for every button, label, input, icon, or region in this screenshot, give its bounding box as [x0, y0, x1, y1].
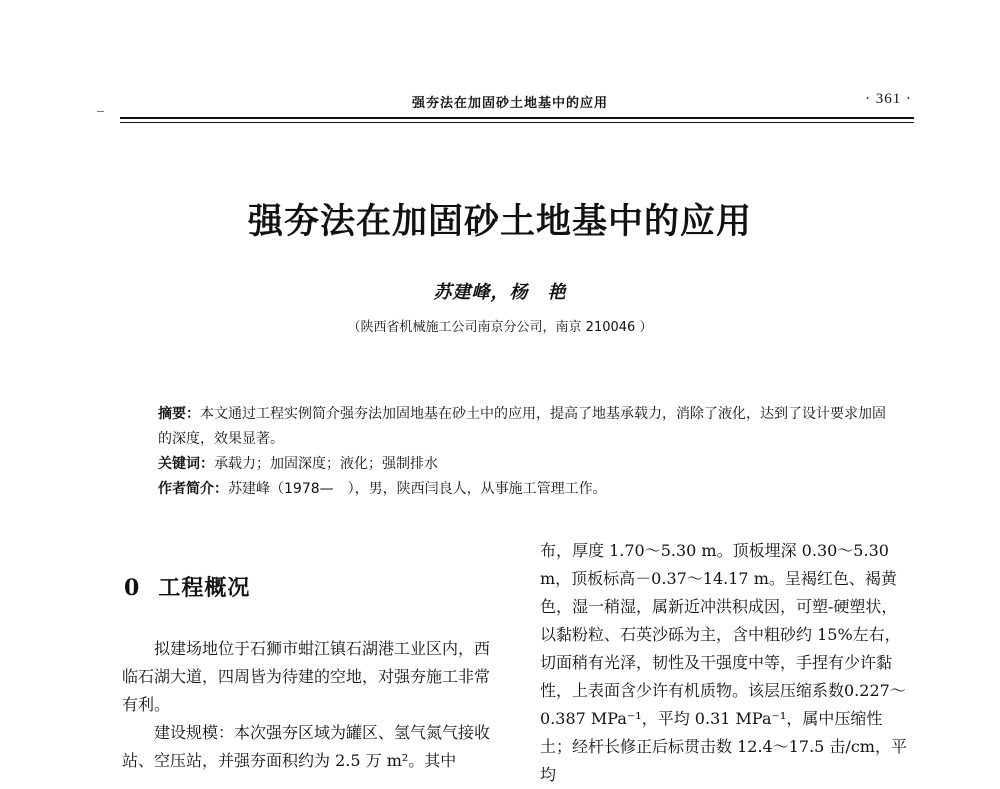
abstract: [158, 402, 898, 452]
keywords-text: 承载力；加固深度；液化；强制排水: [214, 456, 438, 472]
article-authors: 苏建峰，杨 艳: [433, 282, 567, 303]
section-title: 工程概况: [158, 576, 251, 601]
page-number: · 361 ·: [865, 91, 912, 107]
running-title: 强夯法在加固砂土地基中的应用: [412, 96, 609, 111]
article-title: 强夯法在加固砂土地基中的应用: [247, 201, 752, 242]
header-rule-thick: [120, 117, 914, 119]
left-paragraph: 拟建场地位于石狮市蚶江镇石湖港工业区内，西临石湖大道，四周皆为待建的空地，对强夯施工非常有利。: [122, 639, 491, 714]
section-number: 0: [124, 575, 141, 601]
keywords-label: 关键词：: [158, 456, 214, 472]
author-bio-label: 作者简介：: [158, 481, 228, 497]
left-paragraph: 建设规模：本次强夯区域为罐区、氢气氮气接收站、空压站，并强夯面积约为 2.5 万 m²。其中: [122, 723, 491, 770]
abstract-text: 本文通过工程实例简介强夯法加固地基在砂土中的应用，提高了地基承载力，消除了液化，达到了设计要求加固的深度，效果显著。: [158, 406, 886, 447]
author-bio-text: 苏建峰（1978— ），男，陕西闫良人，从事施工管理工作。: [228, 481, 607, 497]
keywords: [158, 452, 898, 477]
abstract-label: 摘要：: [158, 406, 200, 422]
running-header: [120, 92, 912, 114]
stray-scan-mark: [97, 111, 104, 112]
right-paragraph: 布，厚度 1.70～5.30 m。顶板埋深 0.30～5.30 m，顶板标高－0.37～14.17 m。呈褐红色、褐黄色，湿一稍湿，属新近冲洪积成因，可塑-硬塑状，以黏粉粒、石英沙砾为主，含中粗砂约 15%左右，切面稍有光泽，韧性及干强度中等，手捏有少许黏性，上表面含少许有机质物。该层压缩系数0.227～0.387 MPa⁻¹，平均 0.31 MPa⁻¹，属中压缩性土；经杆长修正后标贯击数 12.4～17.5 击/cm，平均: [540, 541, 907, 784]
front-matter: [158, 402, 898, 502]
author-bio: [158, 477, 898, 502]
right-column: [540, 537, 912, 789]
left-column: [122, 635, 504, 775]
section-heading: [124, 571, 250, 602]
author-affiliation: （陕西省机械施工公司南京分公司，南京 210046 ）: [347, 320, 653, 335]
header-rule-thin: [120, 122, 914, 123]
